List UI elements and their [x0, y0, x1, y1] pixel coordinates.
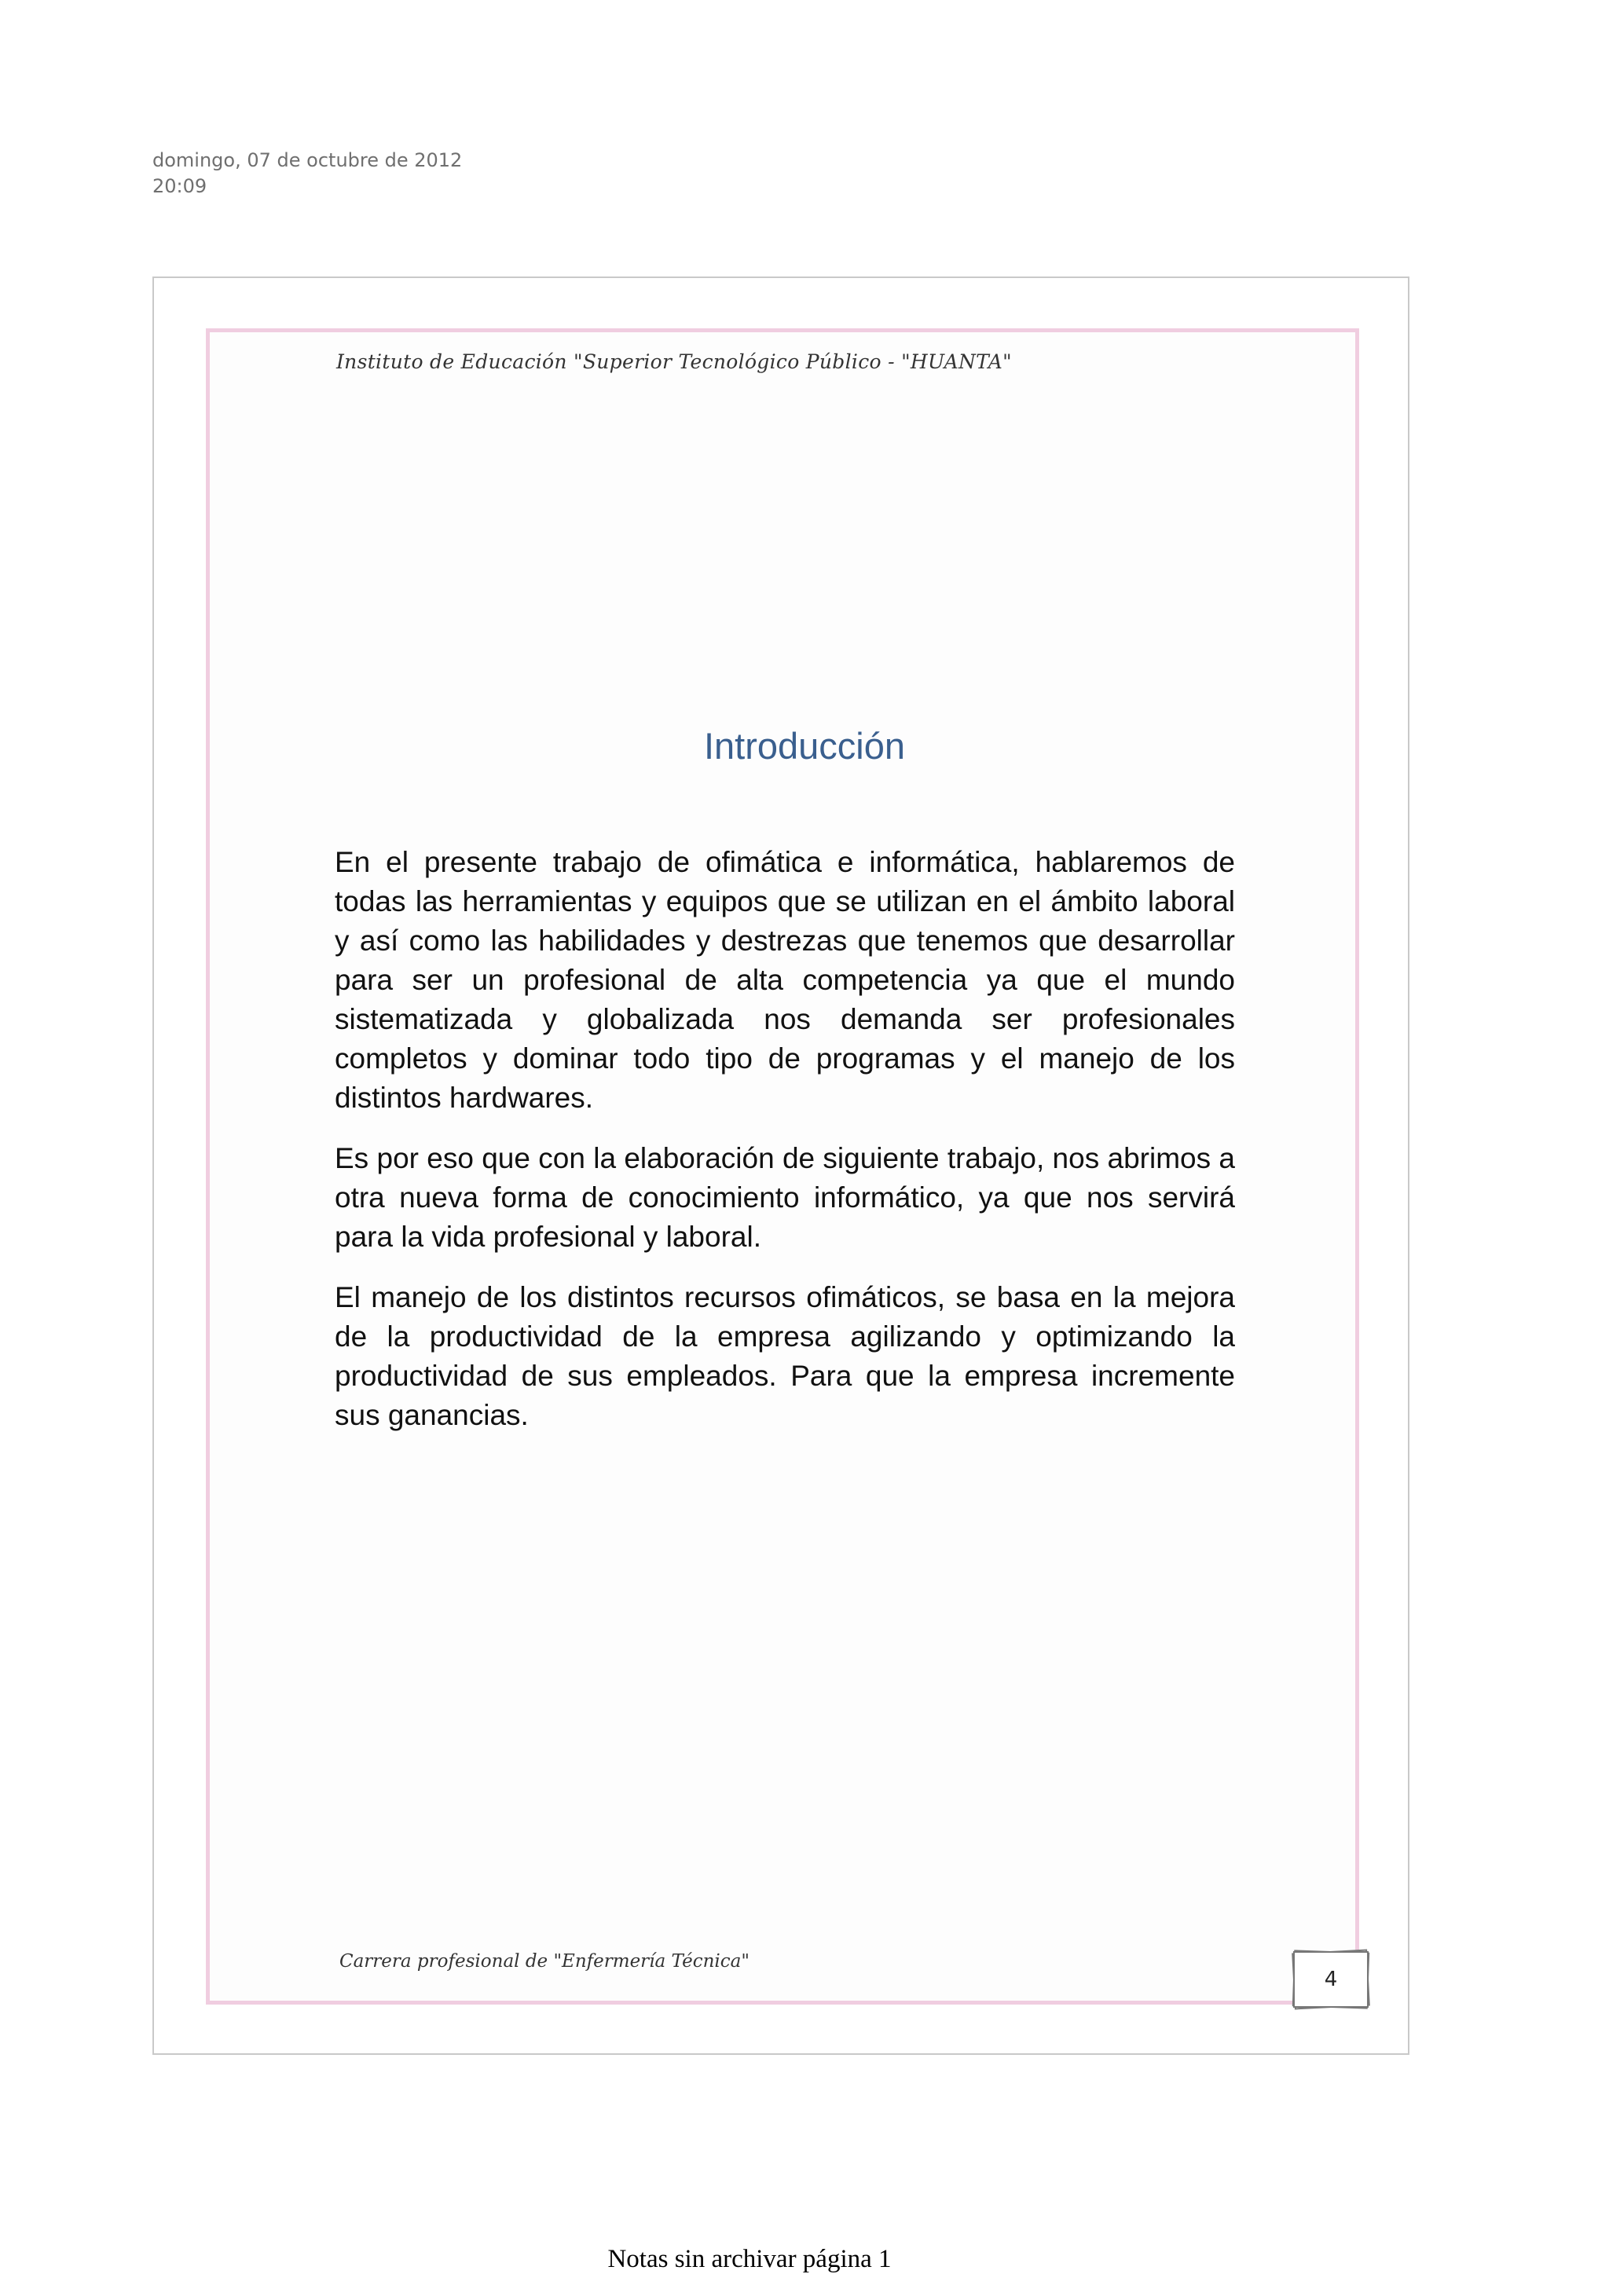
- note-date: domingo, 07 de octubre de 2012: [152, 149, 463, 171]
- career-footer: Carrera profesional de "Enfermería Técnica": [339, 1951, 750, 1972]
- paragraph: El manejo de los distintos recursos ofimáticos, se basa en la mejora de la productividad de la empresa agilizando y optimizando la productividad de sus empleados. Para que la empresa incremente sus ganancias.: [335, 1281, 1235, 1431]
- paragraph: En el presente trabajo de ofimática e informática, hablaremos de todas las herramientas y equipos que se utilizan en el ámbito laboral y así como las habilidades y destrezas que tenemos que desarrollar para ser un profesional de alta competencia ya que el mundo sistematizada y globalizada nos demanda ser profesionales completos y dominar todo tipo de programas y el manejo de los distintos hardwares.: [335, 846, 1235, 1114]
- page-caption-row: [0, 2245, 1609, 2296]
- document-title: Introducción: [703, 725, 906, 767]
- page-caption: Notas sin archivar página 1: [607, 2245, 892, 2273]
- note-time: 20:09: [152, 175, 207, 197]
- paragraph: Es por eso que con la elaboración de siguiente trabajo, nos abrimos a otra nueva forma de conocimiento informático, ya que nos servirá para la vida profesional y laboral.: [335, 1142, 1235, 1253]
- document-title-row: [0, 724, 1609, 767]
- page-number: 4: [1324, 1968, 1338, 1991]
- institution-header: Instituto de Educación "Superior Tecnológico Público - "HUANTA": [336, 350, 1012, 373]
- document-body: [335, 843, 1235, 1456]
- note-timestamp: [152, 148, 462, 200]
- page-number-badge: [1293, 1951, 1369, 2008]
